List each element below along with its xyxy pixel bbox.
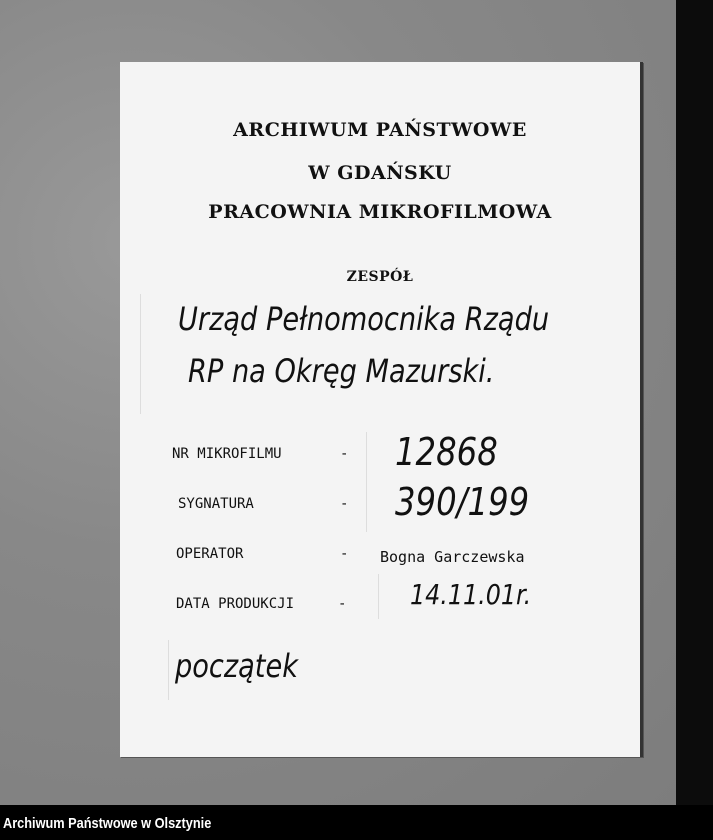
- field-dash: -: [340, 546, 349, 562]
- field-dash: -: [340, 446, 349, 462]
- field-value-sygnatura: 390/199: [395, 480, 530, 524]
- field-dash: -: [340, 496, 349, 512]
- footer-archive-label: Archiwum Państwowe w Olsztynie: [3, 815, 212, 832]
- field-value-operator: Bogna Garczewska: [380, 548, 525, 566]
- field-label-operator: OPERATOR: [176, 546, 244, 562]
- field-label-sygnatura: SYGNATURA: [178, 496, 254, 512]
- note-poczatek: początek: [175, 647, 298, 685]
- zespol-line-2: RP na Okręg Mazurski.: [188, 352, 495, 390]
- film-edge: [676, 0, 713, 805]
- archive-city: W GDAŃSKU: [308, 162, 452, 184]
- field-dash: -: [338, 596, 347, 612]
- field-value-data: 14.11.01r.: [410, 578, 532, 611]
- field-label-microfilm: NR MIKROFILMU: [172, 446, 282, 462]
- field-value-microfilm: 12868: [395, 430, 498, 474]
- field-label-data: DATA PRODUKCJI: [176, 596, 295, 612]
- microfilm-target-card: [120, 62, 643, 757]
- zespol-line-1: Urząd Pełnomocnika Rządu: [178, 300, 550, 338]
- archive-name: ARCHIWUM PAŃSTWOWE: [233, 119, 527, 141]
- zespol-label: ZESPÓŁ: [346, 269, 414, 285]
- department-name: PRACOWNIA MIKROFILMOWA: [208, 201, 552, 223]
